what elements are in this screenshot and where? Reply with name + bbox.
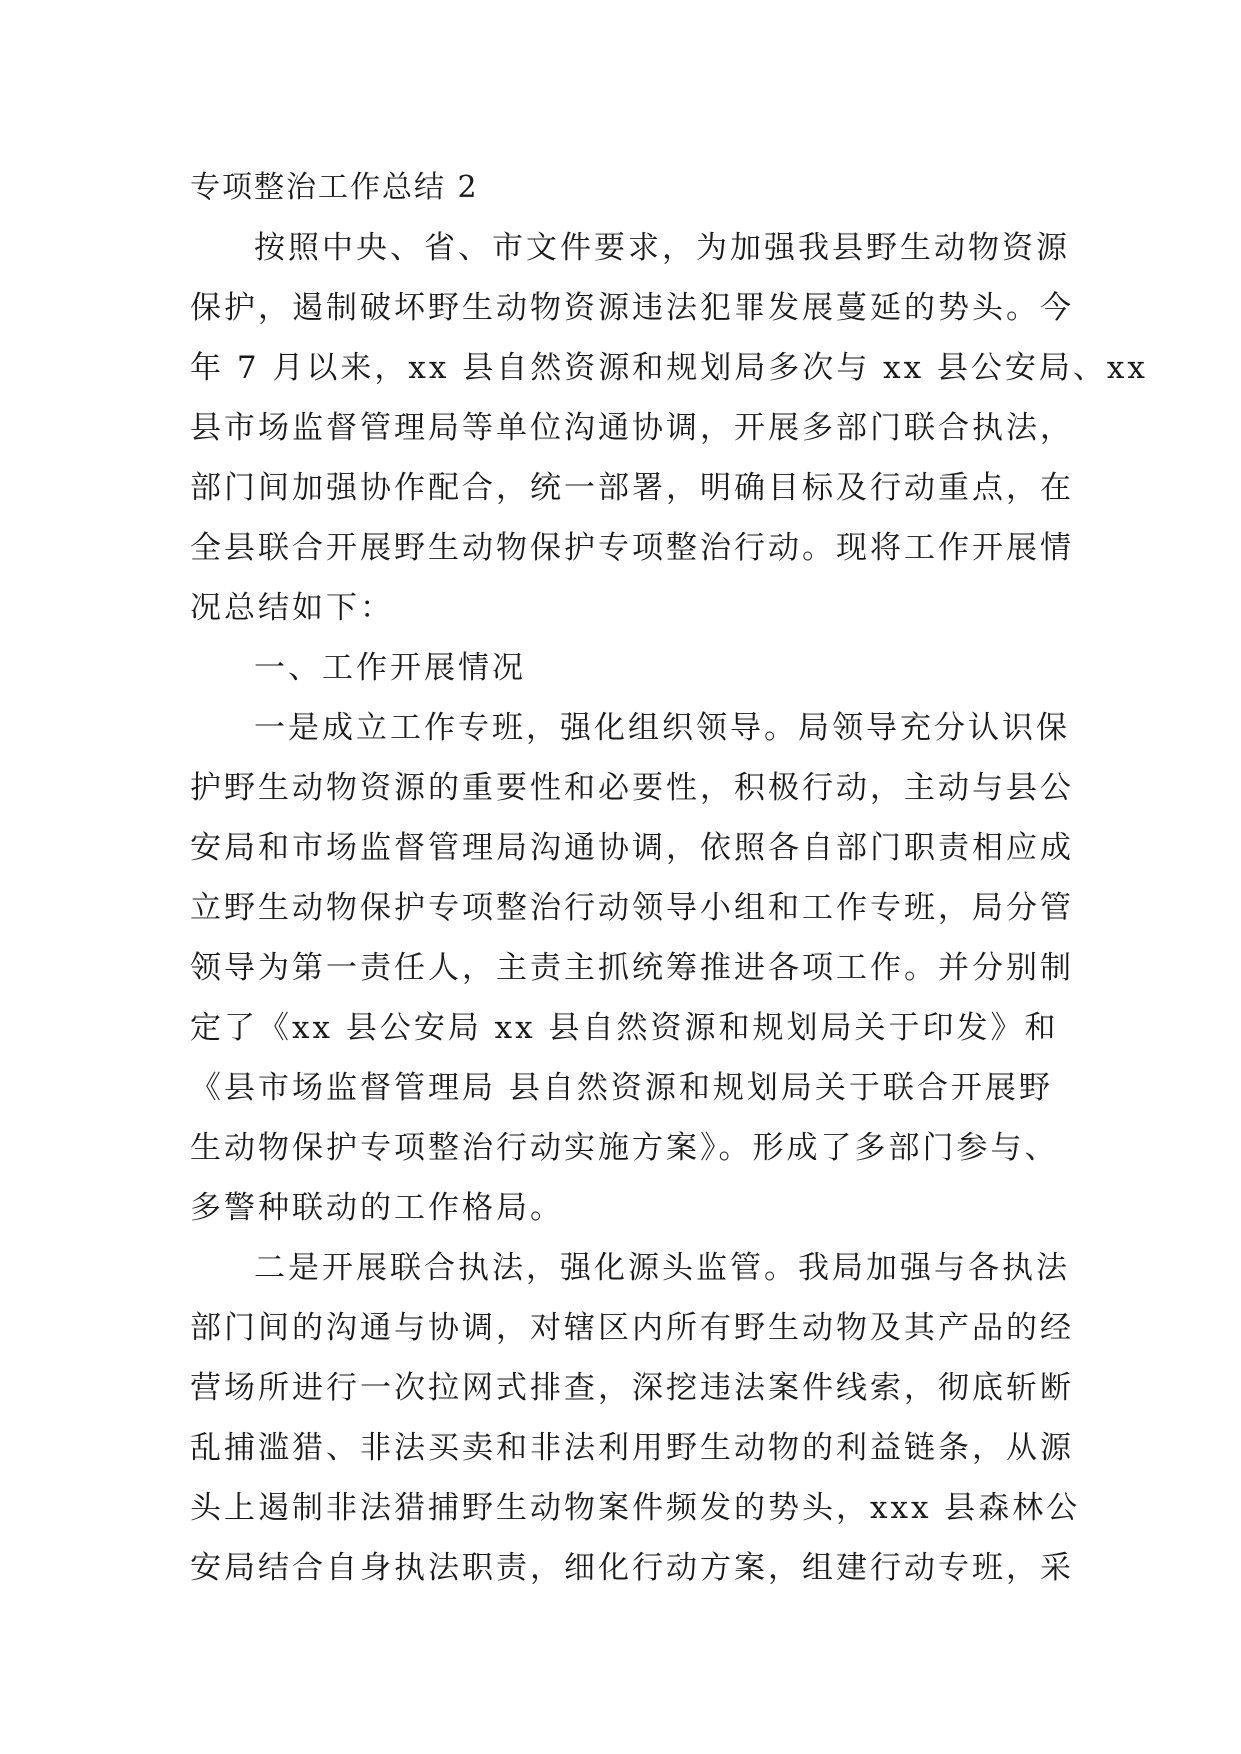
document-title: 专项整治工作总结 2 xyxy=(190,170,479,205)
text-line: 况总结如下： xyxy=(190,590,394,626)
text-line: 《县市场监督管理局 县自然资源和规划局关于联合开展野 xyxy=(190,1070,1053,1106)
text-line: 二是开展联合执法，强化源头监管。我局加强与各执法 xyxy=(254,1250,1070,1286)
paragraph-second-measure xyxy=(190,1238,1081,1598)
text-line: 多警种联动的工作格局。 xyxy=(190,1190,564,1226)
document-body xyxy=(190,158,1148,1598)
text-line: 安局和市场监督管理局沟通协调，依照各自部门职责相应成 xyxy=(190,830,1074,866)
section-heading-text: 一、工作开展情况 xyxy=(254,650,526,686)
text-line: 定了《xx 县公安局 xx 县自然资源和规划局关于印发》和 xyxy=(190,1010,1059,1046)
text-line: 生动物保护专项整治行动实施方案》。形成了多部门参与、 xyxy=(190,1130,1059,1166)
text-line: 年 7 月以来，xx 县自然资源和规划局多次与 xx 县公安局、xx xyxy=(190,350,1148,386)
section-heading xyxy=(190,638,1060,698)
text-line: 乱捕滥猎、非法买卖和非法利用野生动物的利益链条，从源 xyxy=(190,1430,1074,1466)
paragraph-first-measure xyxy=(190,698,1074,1238)
text-line: 立野生动物保护专项整治行动领导小组和工作专班，局分管 xyxy=(190,890,1074,926)
text-line: 一是成立工作专班，强化组织领导。局领导充分认识保 xyxy=(254,710,1070,746)
text-line: 县市场监督管理局等单位沟通协调，开展多部门联合执法， xyxy=(190,410,1074,446)
paragraph-intro xyxy=(190,218,1148,638)
text-line: 营场所进行一次拉网式排查，深挖违法案件线索，彻底斩断 xyxy=(190,1370,1074,1406)
text-line: 护野生动物资源的重要性和必要性，积极行动，主动与县公 xyxy=(190,770,1074,806)
text-line: 部门间加强协作配合，统一部署，明确目标及行动重点，在 xyxy=(190,470,1074,506)
text-line: 按照中央、省、市文件要求，为加强我县野生动物资源 xyxy=(254,230,1070,266)
text-line: 全县联合开展野生动物保护专项整治行动。现将工作开展情 xyxy=(190,530,1074,566)
text-line: 头上遏制非法猎捕野生动物案件频发的势头，xxx 县森林公 xyxy=(190,1490,1081,1526)
text-line: 部门间的沟通与协调，对辖区内所有野生动物及其产品的经 xyxy=(190,1310,1074,1346)
text-line: 领导为第一责任人，主责主抓统筹推进各项工作。并分别制 xyxy=(190,950,1074,986)
text-line: 保护，遏制破坏野生动物资源违法犯罪发展蔓延的势头。今 xyxy=(190,290,1074,326)
text-line: 安局结合自身执法职责，细化行动方案，组建行动专班，采 xyxy=(190,1550,1074,1586)
